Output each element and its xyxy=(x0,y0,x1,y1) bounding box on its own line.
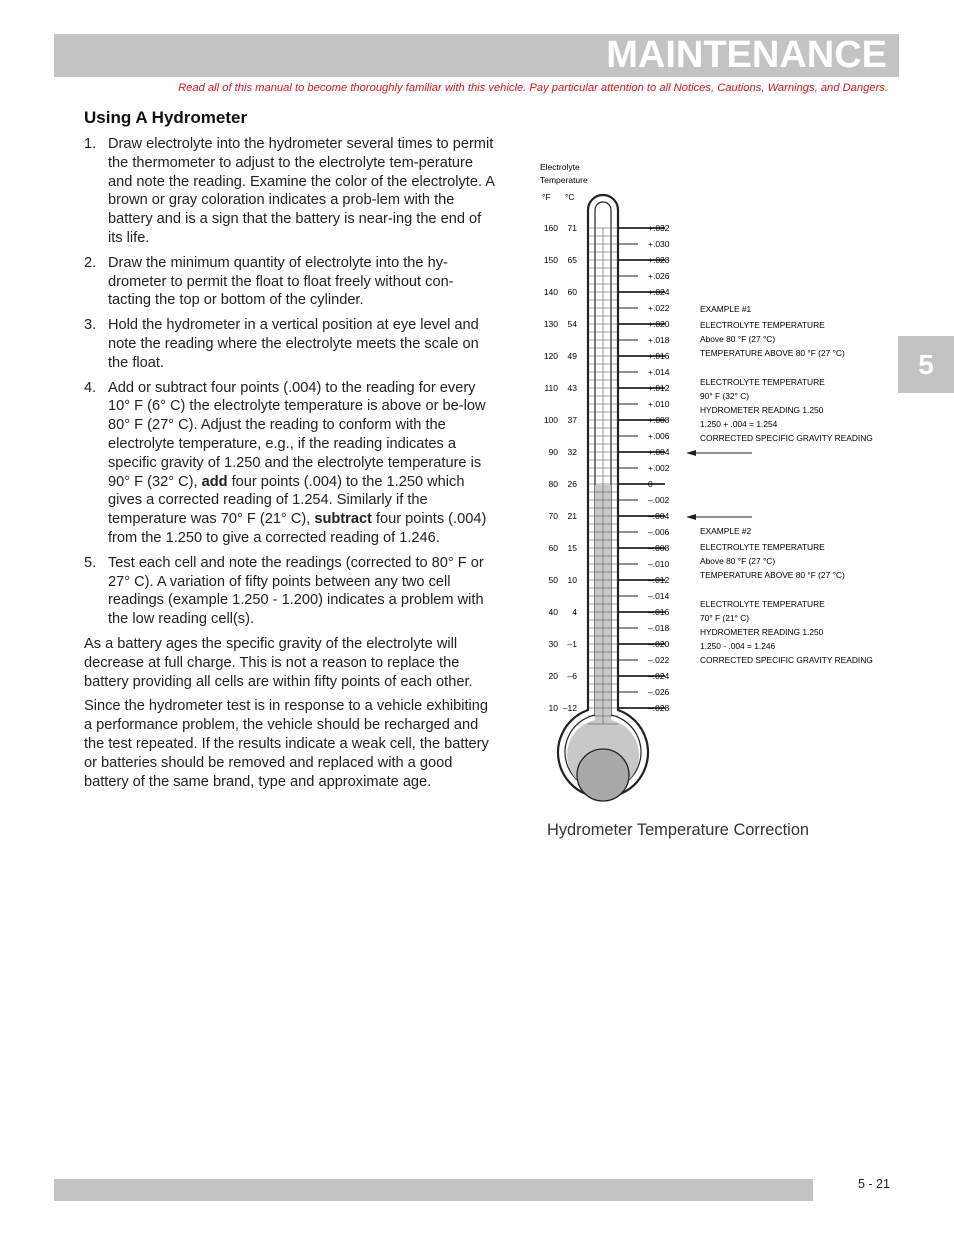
correction-label: +.032 xyxy=(648,223,670,233)
example2-text xyxy=(700,526,873,665)
correction-label: –.020 xyxy=(648,639,670,649)
step-text-part: Add or subtract four points (.004) to the reading for every 10° F (6° C) the electrolyte temperature is above or be-low 80° F (27° C). Adjust the reading to conform with the electrolyte temperature, e.g., if the reading indicates a specific gravity of 1.250 and the electrolyte temperature is 90° F (32° C), xyxy=(108,379,486,490)
celsius-label: –12 xyxy=(562,703,577,713)
correction-label: –.022 xyxy=(648,655,670,665)
step-item xyxy=(84,316,496,372)
fahrenheit-label: 20 xyxy=(548,671,558,681)
celsius-label: 60 xyxy=(567,287,577,297)
correction-label: 0 xyxy=(648,479,653,489)
step-item xyxy=(84,135,496,248)
example1-text xyxy=(700,304,873,443)
step-item xyxy=(84,254,496,310)
fahrenheit-label: 60 xyxy=(548,543,558,553)
fahrenheit-label: 90 xyxy=(548,447,558,457)
step-item xyxy=(84,379,496,548)
example1-arrowhead xyxy=(686,450,696,456)
example-line: EXAMPLE #2 xyxy=(700,526,752,536)
fahrenheit-label: 150 xyxy=(543,255,558,265)
example-line: Above 80 °F (27 °C) xyxy=(700,334,776,344)
hydrometer-diagram xyxy=(520,150,900,810)
example-line: TEMPERATURE ABOVE 80 °F (27 °C) xyxy=(700,348,845,358)
correction-label: –.010 xyxy=(648,559,670,569)
correction-label: –.026 xyxy=(648,687,670,697)
correction-label: –.004 xyxy=(648,511,670,521)
correction-label: –.002 xyxy=(648,495,670,505)
example-line: HYDROMETER READING 1.250 xyxy=(700,627,824,637)
correction-label: +.026 xyxy=(648,271,670,281)
correction-label: +.018 xyxy=(648,335,670,345)
example-line: Above 80 °F (27 °C) xyxy=(700,556,776,566)
correction-label: +.024 xyxy=(648,287,670,297)
step-text: Draw the minimum quantity of electrolyte into the hy-drometer to permit the float to float freely without con-tacting the top or bottom of the cylinder. xyxy=(108,254,454,309)
correction-label: –.018 xyxy=(648,623,670,633)
step-item xyxy=(84,554,496,629)
step-text: Hold the hydrometer in a vertical position at eye level and note the reading where the electrolyte meets the scale on the float. xyxy=(108,317,479,371)
correction-label: +.006 xyxy=(648,431,670,441)
celsius-label: 4 xyxy=(572,607,577,617)
example-line: HYDROMETER READING 1.250 xyxy=(700,405,824,415)
correction-label: +.014 xyxy=(648,367,670,377)
correction-label: –.024 xyxy=(648,671,670,681)
step-number: 3. xyxy=(84,317,97,334)
header-bar xyxy=(54,34,899,77)
celsius-label: 32 xyxy=(567,447,577,457)
correction-label: –.028 xyxy=(648,703,670,713)
celsius-label: 43 xyxy=(567,383,577,393)
safety-warning: Read all of this manual to become thoroughly familiar with this vehicle. Pay particular attention to all Notices, Cautions, Warnings, and Dangers. xyxy=(178,82,888,94)
celsius-label: –1 xyxy=(567,639,577,649)
correction-label: +.020 xyxy=(648,319,670,329)
correction-label: –.016 xyxy=(648,607,670,617)
steps-list xyxy=(84,135,496,629)
step-text-part: four points (.004) to the 1.250 which gives a corrected reading of 1.254. Similarly if the temperature was 70° F (21° C), xyxy=(108,473,465,528)
example-line: TEMPERATURE ABOVE 80 °F (27 °C) xyxy=(700,570,845,580)
step-text xyxy=(108,380,486,546)
paragraph: As a battery ages the specific gravity of the electrolyte will decrease at full charge. This is not a reason to replace the battery providing all cells are within fifty points of each other. xyxy=(84,635,473,690)
fahrenheit-label: 10 xyxy=(548,703,558,713)
correction-label: +.004 xyxy=(648,447,670,457)
temp-header-line1: Electrolyte xyxy=(540,162,580,172)
unit-celsius: °C xyxy=(565,192,575,202)
step-text: Test each cell and note the readings (corrected to 80° F or 27° C). A variation of fifty points between any two cell readings (example 1.250 - 1.200) indicates a problem with the low reading cell(s). xyxy=(108,554,484,628)
fahrenheit-label: 100 xyxy=(543,415,558,425)
fahrenheit-label: 80 xyxy=(548,479,558,489)
example-line: ELECTROLYTE TEMPERATURE xyxy=(700,377,825,387)
figure-caption: Hydrometer Temperature Correction xyxy=(547,821,810,839)
example-line: CORRECTED SPECIFIC GRAVITY READING xyxy=(700,433,873,443)
bold-subtract: subtract xyxy=(314,511,372,528)
celsius-label: 10 xyxy=(567,575,577,585)
example-line: EXAMPLE #1 xyxy=(700,304,752,314)
temp-header-line2: Temperature xyxy=(540,175,588,185)
step-number: 5. xyxy=(84,554,97,571)
example-line: 1.250 + .004 = 1.254 xyxy=(700,419,778,429)
correction-label: +.028 xyxy=(648,255,670,265)
section-title: Using A Hydrometer xyxy=(84,108,248,127)
example-line: 70° F (21° C) xyxy=(700,613,750,623)
hydrometer-figure xyxy=(520,150,900,810)
page-title: MAINTENANCE xyxy=(606,34,887,76)
fahrenheit-label: 30 xyxy=(548,639,558,649)
paragraph: Since the hydrometer test is in response to a vehicle exhibiting a performance problem, the vehicle should be recharged and the test repeated. If the results indicate a weak cell, the battery or batteries should be removed and replaced with a good battery of the same brand, type and approximate age. xyxy=(84,698,489,790)
chapter-tab xyxy=(898,336,954,393)
correction-label: +.030 xyxy=(648,239,670,249)
unit-fahrenheit: °F xyxy=(542,192,551,202)
example-line: ELECTROLYTE TEMPERATURE xyxy=(700,542,825,552)
celsius-label: 26 xyxy=(567,479,577,489)
step-number: 4. xyxy=(84,379,97,396)
chapter-tab-label: 5 xyxy=(918,348,934,380)
step-text-part: four points (.004) from the 1.250 to give a corrected reading of 1.246. xyxy=(108,511,487,546)
example-line: ELECTROLYTE TEMPERATURE xyxy=(700,599,825,609)
fahrenheit-label: 160 xyxy=(543,223,558,233)
correction-label: +.002 xyxy=(648,463,670,473)
bold-add: add xyxy=(201,473,228,490)
example-line: 1.250 - .004 = 1.246 xyxy=(700,641,776,651)
mercury-bulb xyxy=(577,749,629,801)
correction-label: +.012 xyxy=(648,383,670,393)
correction-label: +.008 xyxy=(648,415,670,425)
celsius-label: 71 xyxy=(567,223,577,233)
fahrenheit-label: 40 xyxy=(548,607,558,617)
step-text: Draw electrolyte into the hydrometer several times to permit the thermometer to adjust to the electrolyte tem-perature and note the reading. Examine the color of the electrolyte. A brown or gray coloration indicates a prob-lem with the battery and is a sign that the battery is near-ing the end of its life. xyxy=(108,136,495,246)
celsius-label: 15 xyxy=(567,543,577,553)
step-number: 1. xyxy=(84,136,97,152)
celsius-label: –6 xyxy=(567,671,577,681)
correction-label: –.008 xyxy=(648,543,670,553)
example-line: 90° F (32° C) xyxy=(700,391,750,401)
temperature-labels xyxy=(544,223,577,713)
example-line: CORRECTED SPECIFIC GRAVITY READING xyxy=(700,655,873,665)
celsius-label: 65 xyxy=(567,255,577,265)
fahrenheit-label: 110 xyxy=(544,383,558,393)
fahrenheit-label: 120 xyxy=(543,351,558,361)
correction-label: +.022 xyxy=(648,303,670,313)
footer-bar xyxy=(54,1179,813,1201)
page-number: 5 - 21 xyxy=(858,1177,890,1191)
fahrenheit-label: 50 xyxy=(548,575,558,585)
instructions-column xyxy=(84,135,496,797)
celsius-label: 49 xyxy=(567,351,577,361)
step-number: 2. xyxy=(84,254,97,271)
correction-label: +.016 xyxy=(648,351,670,361)
correction-labels xyxy=(648,223,670,713)
celsius-label: 54 xyxy=(567,319,577,329)
fahrenheit-label: 130 xyxy=(543,319,558,329)
correction-label: –.012 xyxy=(648,575,670,585)
correction-label: –.006 xyxy=(648,527,670,537)
fahrenheit-label: 140 xyxy=(543,287,558,297)
example-line: ELECTROLYTE TEMPERATURE xyxy=(700,320,825,330)
correction-label: –.014 xyxy=(648,591,670,601)
fahrenheit-label: 70 xyxy=(548,511,558,521)
correction-label: +.010 xyxy=(648,399,670,409)
example2-arrowhead xyxy=(686,514,696,520)
celsius-label: 37 xyxy=(567,415,577,425)
celsius-label: 21 xyxy=(567,511,577,521)
